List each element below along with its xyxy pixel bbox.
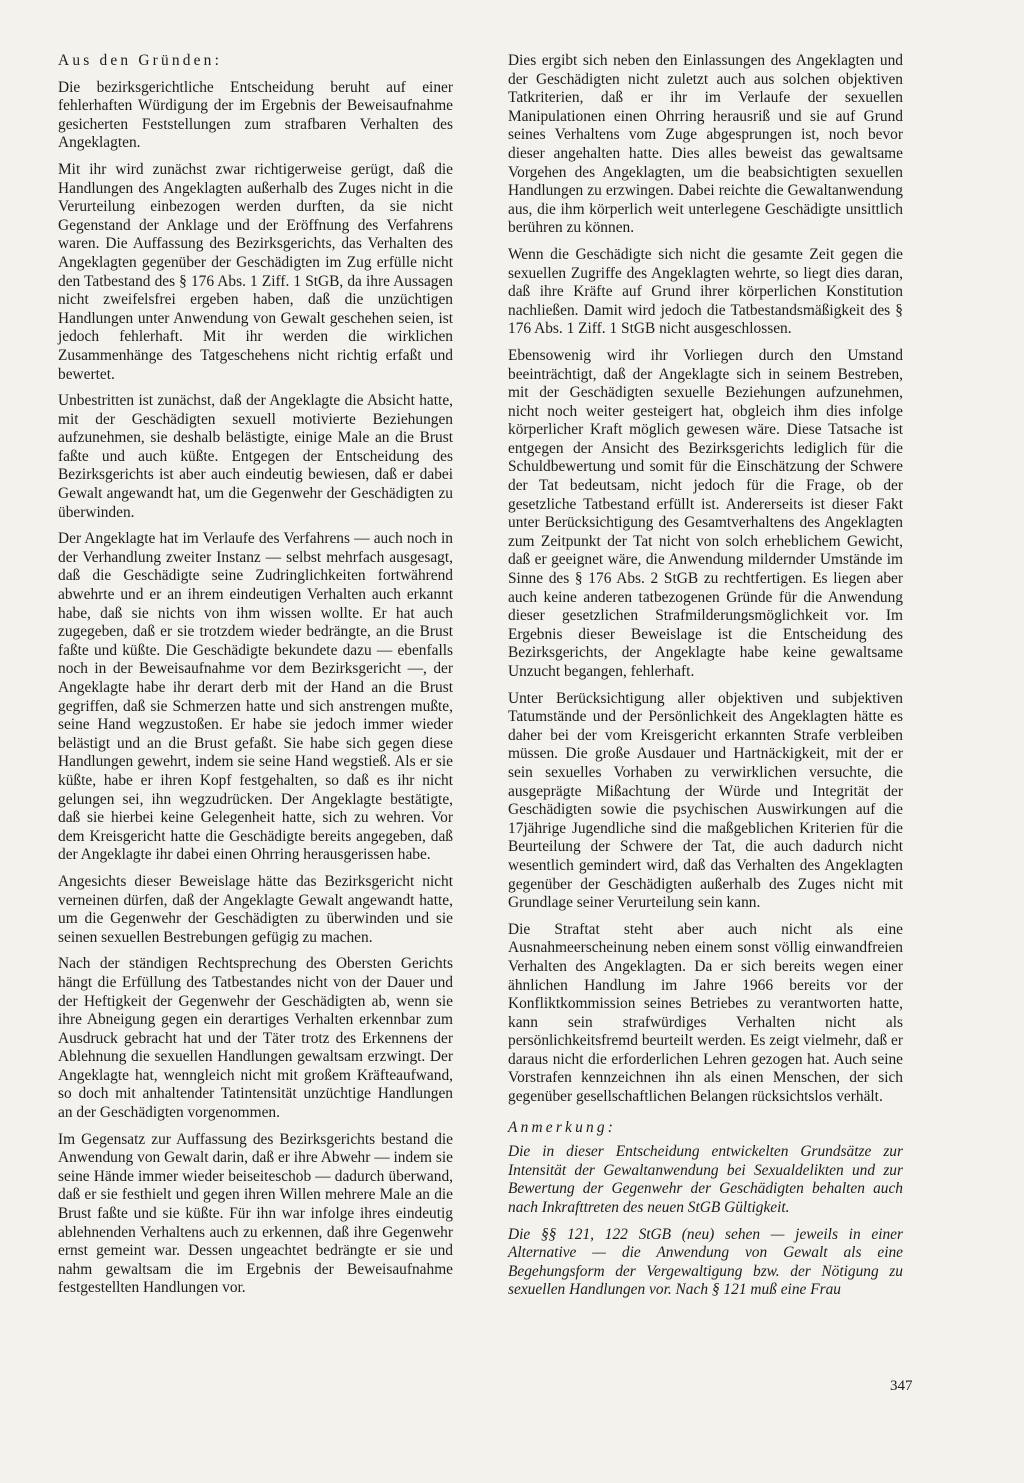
note-paragraph: Die §§ 121, 122 StGB (neu) sehen — jeweils in einer Alternative — die Anwendung von Gewalt als eine Begehungsform der Vergewaltigung bzw. der Nötigung zu sexuellen Handlungen vor. Nach § 121 muß eine Frau	[508, 1225, 903, 1299]
paragraph: Mit ihr wird zunächst zwar richtigerweise gerügt, daß die Handlungen des Angeklagten außerhalb des Zuges nicht in die Verurteilung einbezogen werden durften, da sie nicht Gegenstand der Anklage und der Eröffnung des Verfahrens waren. Die Auffassung des Bezirksgerichts, das Verhalten des Angeklagten gegenüber der Geschädigten im Zug erfülle nicht den Tatbestand des § 176 Abs. 1 Ziff. 1 StGB, da ihre Aussagen nicht zweifelsfrei ergeben haben, daß die unzüchtigen Handlungen unter Anwendung von Gewalt geschehen seien, ist jedoch fehlerhaft. Mit ihr werden die wirklichen Zusammenhänge des Tatgeschehens nicht richtig erfaßt und bewertet.	[58, 160, 453, 383]
paragraph: Die bezirksgerichtliche Entscheidung beruht auf einer fehlerhaften Würdigung der im Ergebnis der Beweisaufnahme gesicherten Feststellungen zum strafbaren Verhalten des Angeklagten.	[58, 78, 453, 152]
paragraph: Der Angeklagte hat im Verlaufe des Verfahrens — auch noch in der Verhandlung zweiter Instanz — selbst mehrfach ausgesagt, daß die Geschädigte seine Zudringlichkeiten fortwährend abwehrte und er an ihrem eindeutigen Verhalten auch erkannt habe, daß sie nichts von ihm wissen wollte. Er hat auch zugegeben, daß er sie trotzdem wieder bedrängte, an die Brust faßte und küßte. Die Geschädigte bekundete dazu — ebenfalls noch in der Beweisaufnahme vor dem Bezirksgericht —, der Angeklagte habe ihr derart derb mit der Hand an die Brust gegriffen, daß sie Schmerzen hatte und sich anstrengen mußte, seine Hand wegzustoßen. Er habe sie jedoch immer wieder belästigt und an die Brust gefaßt. Sie habe sich gegen diese Handlungen gewehrt, indem sie seine Hand wegstieß. Als er sie küßte, habe er ihren Kopf festgehalten, so daß es ihr nicht gelungen sei, ihn wegzudrücken. Der Angeklagte bestätigte, daß sie hierbei keine Gelegenheit hatte, sich zu wehren. Vor dem Kreisgericht hatte die Geschädigte bereits angegeben, daß der Angeklagte ihr dabei einen Ohrring herausgerissen habe.	[58, 530, 453, 864]
page-number: 347	[890, 1378, 913, 1394]
section-heading: Aus den Gründen:	[58, 52, 223, 69]
paragraph: Nach der ständigen Rechtsprechung des Obersten Gerichts hängt die Erfüllung des Tatbestandes nicht von der Dauer und der Heftigkeit der Gegenwehr der Geschädigten ab, wenn sie ihre Abneigung gegen ein derartiges Verhalten erkennbar zum Ausdruck gebracht hat und der Täter trotz des Erkennens der Ablehnung die sexuellen Handlungen gewaltsam erzwingt. Der Angeklagte hat, wenngleich nicht mit großem Kräfteaufwand, so doch mit anhaltender Tatintensität unzüchtige Handlungen an der Geschädigten vorgenommen.	[58, 955, 453, 1122]
paragraph: Dies ergibt sich neben den Einlassungen des Angeklagten und der Geschädigten nicht zuletzt auch aus solchen objektiven Tatkriterien, daß er ihr im Verlaufe der sexuellen Manipulationen einen Ohrring herausriß und sie auf Grund seines Verhaltens vom Zuge abgesprungen ist, noch bevor dieser angehalten hatte. Dies alles beweist das gewaltsame Vorgehen des Angeklagten, um die beabsichtigten sexuellen Handlungen zu erzwingen. Dabei reichte die Gewaltanwendung aus, die ihm körperlich weit unterlegene Geschädigte unsittlich berühren zu können.	[508, 52, 903, 237]
left-column	[58, 52, 453, 1306]
paragraph: Ebensowenig wird ihr Vorliegen durch den Umstand beeinträchtigt, daß der Angeklagte sich in seinem Bestreben, mit der Geschädigten sexuelle Beziehungen aufzunehmen, nicht noch weiter gesteigert hat, obgleich ihm dies infolge körperlicher Kraft möglich gewesen wäre. Diese Tatsache ist entgegen der Ansicht des Bezirksgerichts lediglich für die Schuldbewertung und somit für die Einschätzung der Schwere der Tat bedeutsam, nicht jedoch für die Frage, ob der gesetzliche Tatbestand erfüllt ist. Andererseits ist dieser Fakt unter Berücksichtigung des Gesamtverhaltens des Angeklagten zum Zeitpunkt der Tat nicht von solch erheblichem Gewicht, daß er geeignet wäre, die Anwendung mildernder Umstände im Sinne des § 176 Abs. 2 StGB zu rechtfertigen. Es liegen aber auch keine anderen tatbezogenen Gründe für die Anwendung dieser gesetzlichen Strafmilderungsmöglichkeit vor. Im Ergebnis dieser Beweislage ist die Entscheidung des Bezirksgerichts, der Angeklagte habe keine gewaltsame Unzucht begangen, fehlerhaft.	[508, 346, 903, 680]
paragraph: Wenn die Geschädigte sich nicht die gesamte Zeit gegen die sexuellen Zugriffe des Angeklagten wehrte, so liegt dies daran, daß ihre Kräfte auf Grund ihrer körperlichen Konstitution nachließen. Damit wird jedoch die Tatbestandsmäßigkeit des § 176 Abs. 1 Ziff. 1 StGB nicht ausgeschlossen.	[508, 245, 903, 338]
paragraph: Unbestritten ist zunächst, daß der Angeklagte die Absicht hatte, mit der Geschädigten sexuell motivierte Beziehungen aufzunehmen, sie deshalb belästigte, einige Male an die Brust faßte und auch küßte. Entgegen der Entscheidung des Bezirksgerichts ist aber auch eindeutig bewiesen, daß er dabei Gewalt angewandt hat, um die Gegenwehr der Geschädigten zu überwinden.	[58, 392, 453, 521]
note-block	[508, 1143, 903, 1300]
note-heading: Anmerkung:	[508, 1118, 617, 1136]
paragraph: Im Gegensatz zur Auffassung des Bezirksgerichts bestand die Anwendung von Gewalt darin, daß er ihre Abwehr — indem sie seine Hände immer wieder beiseiteschob — dadurch überwand, daß er sie festhielt und gegen ihren Willen mehrere Male an die Brust faßte und sie küßte. Für ihn war infolge ihres eindeutig ablehnenden Verhaltens auch zu erkennen, daß ihre Gegenwehr ernst gemeint war. Dessen ungeachtet bedrängte er sie und nahm gewaltsam die im Ergebnis der Beweisaufnahme festgestellten Handlungen vor.	[58, 1130, 453, 1297]
note-paragraph: Die in dieser Entscheidung entwickelten Grundsätze zur Intensität der Gewaltanwendung bei Sexualdelikten und zur Bewertung der Gegenwehr der Geschädigten behalten auch nach Inkrafttreten des neuen StGB Gültigkeit.	[508, 1143, 903, 1217]
paragraph: Unter Berücksichtigung aller objektiven und subjektiven Tatumstände und der Persönlichkeit des Angeklagten hätte es daher bei der vom Kreisgericht erkannten Strafe verbleiben müssen. Die große Ausdauer und Hartnäckigkeit, mit der er sein sexuelles Vorhaben zu verwirklichen versuchte, die ausgeprägte Mißachtung der Würde und Integrität der Geschädigten sowie die psychischen Auswirkungen auf die 17jährige Jugendliche sind die maßgeblichen Kriterien für die Beurteilung der Schwere der Tat, die auch dadurch nicht wesentlich gemindert wird, daß das Verhalten des Angeklagten gegenüber der Geschädigten außerhalb des Zuges nicht mit Grundlage seiner Verurteilung sein kann.	[508, 689, 903, 912]
right-column	[508, 52, 903, 1308]
paragraph: Angesichts dieser Beweislage hätte das Bezirksgericht nicht verneinen dürfen, daß der Angeklagte Gewalt angewandt hatte, um die Gegenwehr der Geschädigten zu überwinden und sie seinen sexuellen Bestrebungen gefügig zu machen.	[58, 872, 453, 946]
paragraph: Die Straftat steht aber auch nicht als eine Ausnahmeerscheinung neben einem sonst völlig einwandfreien Verhalten des Angeklagten. Da er sich bereits wegen einer ähnlichen Handlung im Jahre 1966 bereits vor der Konfliktkommission seines Betriebes zu verantworten hatte, kann sein strafwürdiges Verhalten nicht als persönlichkeitsfremd beurteilt werden. Es zeigt vielmehr, daß er daraus nicht die erforderlichen Lehren gezogen hat. Auch seine Vorstrafen kennzeichnen ihn als einen Menschen, der sich gegenüber gesellschaftlichen Belangen rücksichtslos verhält.	[508, 920, 903, 1106]
